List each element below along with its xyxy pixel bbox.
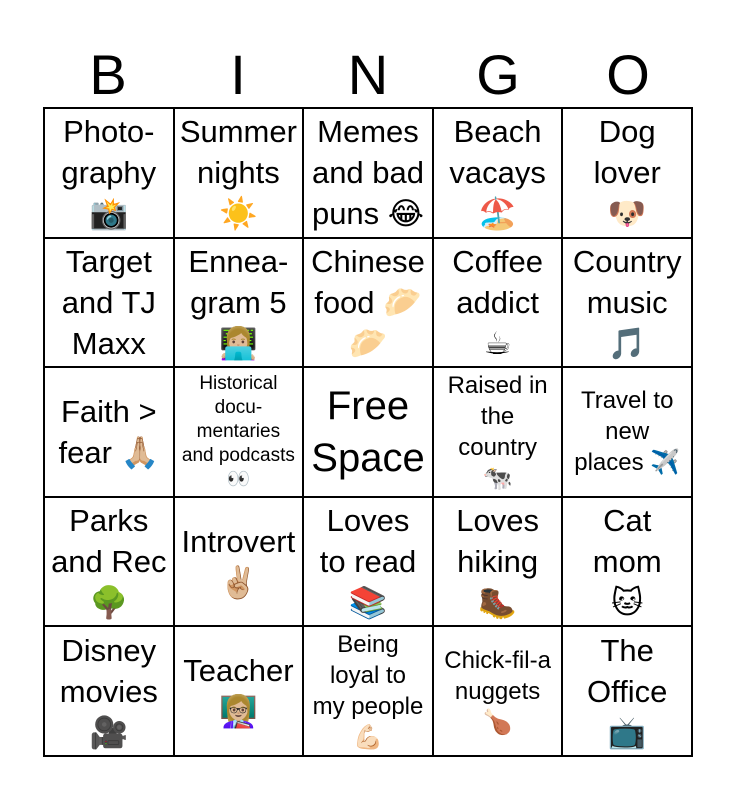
- bingo-cell-country-music[interactable]: [562, 238, 692, 368]
- cell-text: Coffee addict ☕: [452, 243, 543, 361]
- bingo-cell-historical-documentaries[interactable]: [174, 367, 304, 497]
- bingo-cell-beach-vacays[interactable]: [433, 108, 563, 238]
- bingo-cell-chinese-food[interactable]: [303, 238, 433, 368]
- cell-text: Parks and Rec 🌳: [51, 503, 167, 621]
- bingo-cell-memes[interactable]: [303, 108, 433, 238]
- bingo-cell-loyal[interactable]: [303, 626, 433, 756]
- cell-text: Introvert ✌🏼: [181, 523, 296, 600]
- header-letter-g: G: [476, 43, 520, 106]
- bingo-cell-loves-hiking[interactable]: [433, 497, 563, 627]
- cell-text: Faith > fear 🙏🏼: [58, 393, 160, 470]
- cell-text: Loves hiking 🥾: [456, 503, 539, 621]
- cell-text: Raised in the country 🐄: [447, 372, 548, 492]
- cell-text: Disney movies 🎥: [59, 632, 158, 750]
- bingo-cell-dog-lover[interactable]: [562, 108, 692, 238]
- bingo-cell-free-space[interactable]: [303, 367, 433, 497]
- cell-text: Dog lover 🐶: [593, 114, 661, 232]
- bingo-cell-parks-and-rec[interactable]: [44, 497, 174, 627]
- bingo-cell-cat-mom[interactable]: [562, 497, 692, 627]
- bingo-cell-chick-fil-a[interactable]: [433, 626, 563, 756]
- cell-text: Summer nights ☀️: [179, 114, 297, 232]
- header-letter-i: I: [230, 43, 246, 106]
- cell-text: Country music 🎵: [572, 243, 682, 361]
- bingo-cell-coffee-addict[interactable]: [433, 238, 563, 368]
- bingo-cell-disney-movies[interactable]: [44, 626, 174, 756]
- bingo-cell-the-office[interactable]: [562, 626, 692, 756]
- cell-text: Memes and bad puns 😂: [311, 114, 425, 232]
- bingo-cell-loves-to-read[interactable]: [303, 497, 433, 627]
- bingo-cell-faith-over-fear[interactable]: [44, 367, 174, 497]
- bingo-cell-introvert[interactable]: [174, 497, 304, 627]
- bingo-cell-teacher[interactable]: [174, 626, 304, 756]
- bingo-header: [43, 44, 693, 106]
- cell-text: Chick-fil-a nuggets 🍗: [444, 646, 551, 736]
- cell-text: Cat mom 🐱: [592, 503, 662, 621]
- header-letter-o: O: [606, 43, 650, 106]
- bingo-cell-target-tj-maxx[interactable]: [44, 238, 174, 368]
- cell-text: Photo- graphy 📸: [61, 114, 157, 232]
- cell-text: Chinese food 🥟 🥟: [311, 243, 425, 361]
- bingo-card-grid: [43, 107, 693, 757]
- cell-text: Target and TJ Maxx: [61, 243, 156, 361]
- bingo-cell-travel[interactable]: [562, 367, 692, 497]
- cell-text: The Office 📺: [586, 632, 668, 750]
- cell-text: Ennea- gram 5 👩🏼‍💻: [188, 243, 289, 361]
- cell-text: Historical docu- mentaries and podcasts 👀: [181, 372, 295, 490]
- bingo-cell-raised-in-country[interactable]: [433, 367, 563, 497]
- cell-text: Loves to read 📚: [319, 503, 417, 621]
- cell-text: Free Space: [311, 383, 425, 480]
- cell-text: Teacher 👩🏼‍🏫: [183, 653, 294, 730]
- cell-text: Beach vacays 🏖️: [449, 114, 546, 232]
- bingo-cell-enneagram[interactable]: [174, 238, 304, 368]
- header-letter-n: N: [347, 43, 389, 106]
- cell-text: Travel to new places ✈️: [574, 387, 681, 477]
- bingo-cell-summer-nights[interactable]: [174, 108, 304, 238]
- bingo-cell-photography[interactable]: [44, 108, 174, 238]
- header-letter-b: B: [89, 43, 127, 106]
- cell-text: Being loyal to my people 💪🏻: [312, 631, 424, 752]
